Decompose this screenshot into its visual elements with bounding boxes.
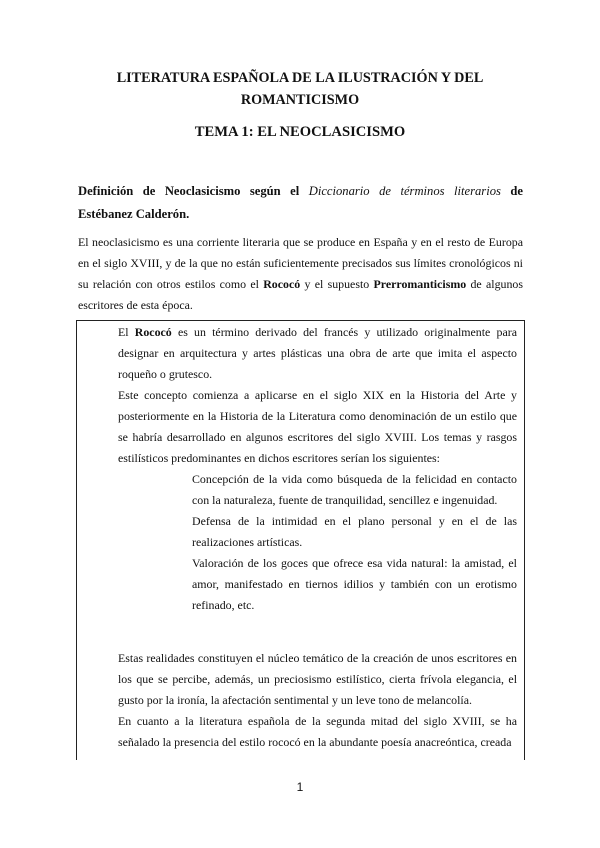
intro-text-3: de algunos escritores de esta época. <box>78 277 523 312</box>
page-number: 1 <box>296 780 304 794</box>
box-paragraph-concept: Este concepto comienza a aplicarse en el siglo XIX en la Historia del Arte y posteriormente en la Historia de la Literatura como denominación de un estilo que se habría desarrollado en algunos escritores del siglo XVIII. Los temas y rasgos estilísticos predominantes en dichos escritores serían los siguientes: <box>118 388 517 465</box>
box-paragraph-rococo <box>118 322 517 385</box>
heading-text-end: de Estébanez Calderón. <box>78 184 523 221</box>
trait-item: Valoración de los goces que ofrece esa vida natural: la amistad, el amor, manifestado en tiernos idilios y también con un erotismo refinado, etc. <box>192 556 517 612</box>
box-term-rococo: Rococó <box>134 325 172 339</box>
trait-item: Concepción de la vida como búsqueda de la felicidad en contacto con la naturaleza, fuente de tranquilidad, sencillez e ingenuidad. <box>192 472 517 507</box>
box-p1-start: El <box>118 325 135 339</box>
trait-item: Defensa de la intimidad en el plano personal y en el de las realizaciones artísticas. <box>192 514 517 549</box>
box-paragraph-spanish-literature: En cuanto a la literatura española de la segunda mitad del siglo XVIII, se ha señalado la presencia del estilo rococó en la abundante poesía anacreóntica, creada <box>118 714 517 749</box>
intro-text-2: y el supuesto <box>300 277 374 291</box>
intro-paragraph <box>78 232 523 316</box>
traits-list <box>192 469 517 616</box>
dictionary-title: Diccionario de términos literarios <box>308 184 501 198</box>
paragraph-spacer <box>118 616 517 648</box>
box-p1-end: es un término derivado del francés y utilizado originalmente para designar en arquitectura y artes plásticas una obra de arte que imita el aspecto roqueño o grutesco. <box>118 325 517 381</box>
heading-text-start: Definición de Neoclasicismo según el <box>78 184 309 198</box>
document-title: LITERATURA ESPAÑOLA DE LA ILUSTRACIÓN Y DEL ROMANTICISMO <box>116 70 484 108</box>
term-prerromanticismo: Prerromanticismo <box>373 277 467 291</box>
quote-box-content <box>118 322 517 753</box>
topic-title: TEMA 1: EL NEOCLASICISMO <box>194 124 406 140</box>
box-paragraph-realities: Estas realidades constituyen el núcleo temático de la creación de unos escritores en los que se percibe, además, un preciosismo estilístico, cierta frívola elegancia, el gusto por la ironía, la afectación sentimental y un leve tono de melancolía. <box>118 651 517 707</box>
definition-heading <box>78 180 523 226</box>
term-rococo: Rococó <box>263 277 301 291</box>
intro-text-1: El neoclasicismo es una corriente literaria que se produce en España y en el resto de Europa en el siglo XVIII, y de la que no están suficientemente precisados sus límites cronológicos ni su relación con otros estilos como el <box>78 235 523 291</box>
